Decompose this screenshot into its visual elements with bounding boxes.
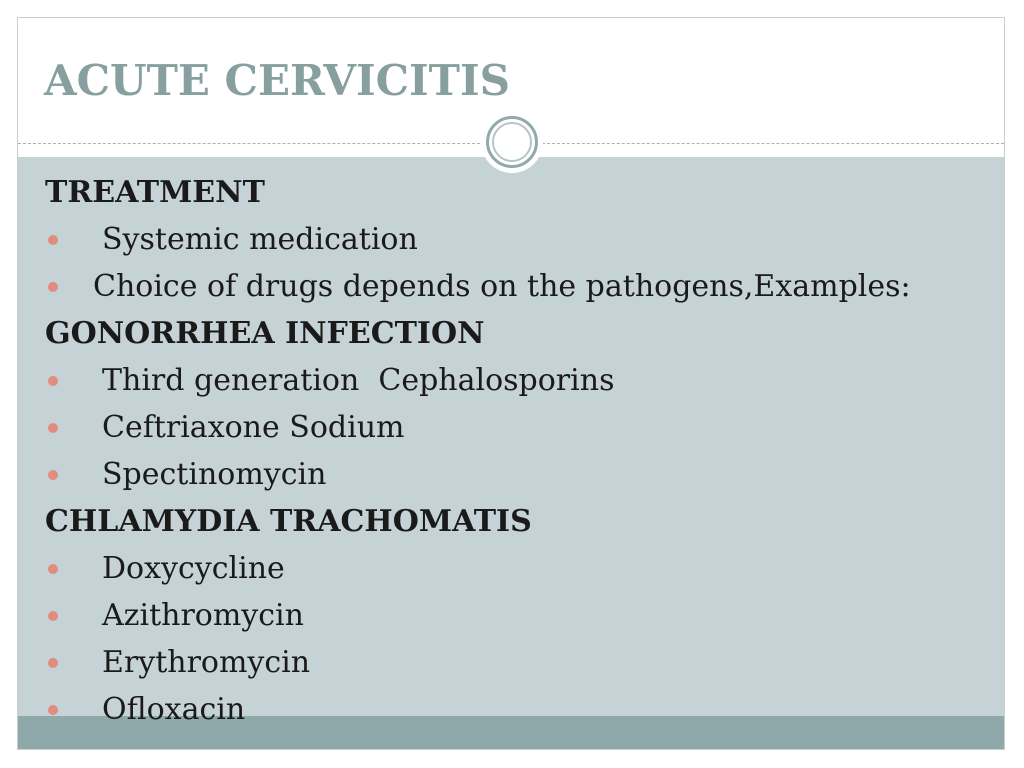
list-item <box>45 263 985 310</box>
list-item-text: Ofloxacin <box>102 692 246 727</box>
list-item-text: Ceftriaxone Sodium <box>102 410 405 445</box>
bullet-dot-icon <box>48 376 58 386</box>
ring-ornament-inner <box>492 122 532 162</box>
list-item-text: Systemic medication <box>102 222 418 257</box>
list-item <box>45 592 985 639</box>
list-item-text: Third generation Cephalosporins <box>102 363 615 398</box>
bullet-dot-icon <box>48 235 58 245</box>
bullet-dot-icon <box>48 470 58 480</box>
list-item-text: Doxycycline <box>102 551 285 586</box>
list-item-text: Erythromycin <box>102 645 311 680</box>
slide-frame <box>17 17 1005 750</box>
list-item-text: Choice of drugs depends on the pathogens,Examples: <box>93 269 911 304</box>
bullet-dot-icon <box>48 705 58 715</box>
slide-content <box>45 169 985 733</box>
list-item <box>45 357 985 404</box>
list-item-text: Spectinomycin <box>102 457 327 492</box>
section-heading-treatment: TREATMENT <box>45 175 265 210</box>
list-item <box>45 686 985 733</box>
section-heading-gonorrhea: GONORRHEA INFECTION <box>45 316 485 351</box>
list-item-text: Azithromycin <box>102 598 304 633</box>
slide-title: ACUTE CERVICITIS <box>44 56 510 105</box>
list-item <box>45 639 985 686</box>
list-item <box>45 404 985 451</box>
list-item <box>45 545 985 592</box>
bullet-dot-icon <box>48 564 58 574</box>
list-item <box>45 451 985 498</box>
section-heading-chlamydia: CHLAMYDIA TRACHOMATIS <box>45 504 532 539</box>
bullet-dot-icon <box>48 282 58 292</box>
bullet-dot-icon <box>48 423 58 433</box>
bullet-dot-icon <box>48 611 58 621</box>
list-item <box>45 216 985 263</box>
bullet-dot-icon <box>48 658 58 668</box>
